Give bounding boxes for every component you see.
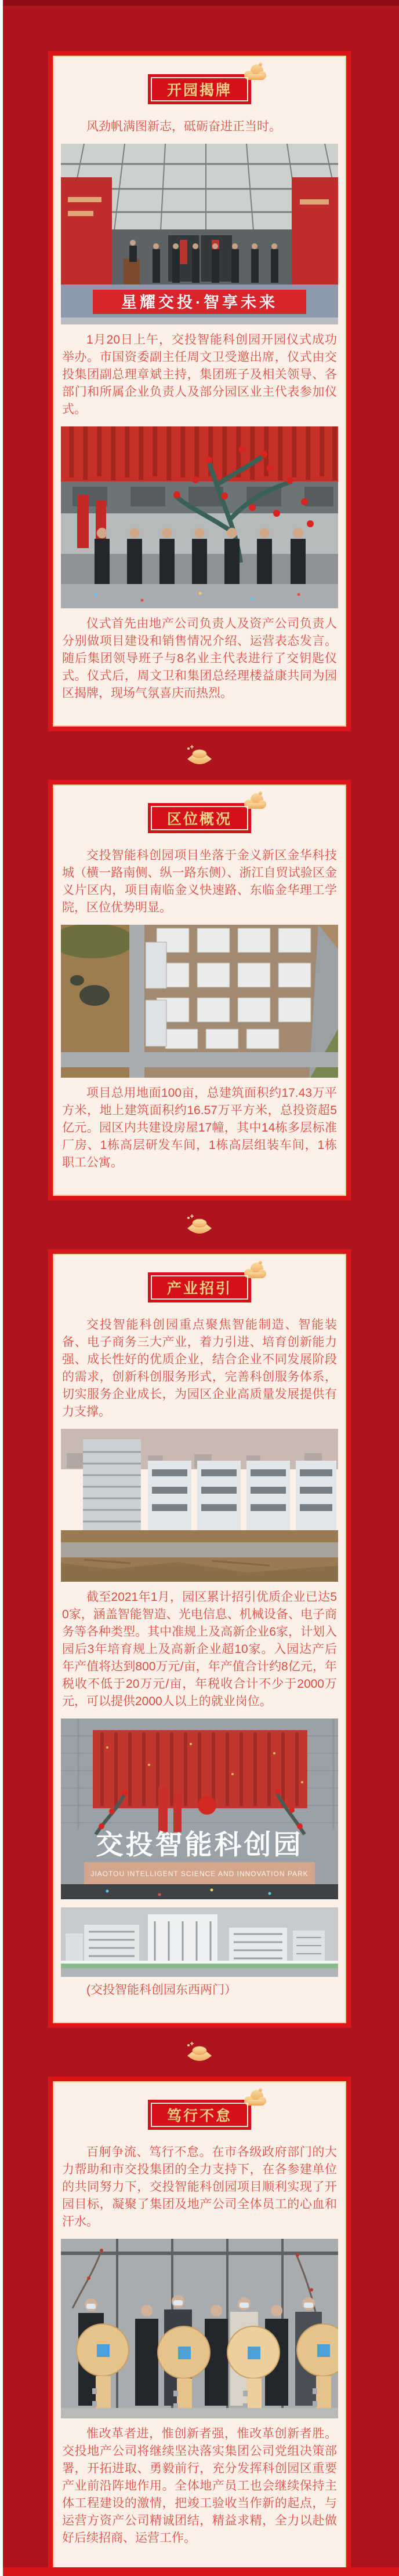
paragraph: 百舸争流、笃行不怠。在市各级政府部门的大力帮助和市交投集团的全力支持下，在各参建单位的共同努力下，交投智能科创园项目顺利实现了开园目标，凝聚了集团及地产公司全体员工的心血和汗水。 — [62, 2146, 337, 2228]
card-opening — [48, 51, 351, 731]
top-strip — [0, 0, 399, 6]
section-badge-outlook — [148, 2100, 251, 2130]
paragraph: 仪式首先由地产公司负责人及资产公司负责人分别做项目建设和销售情况介绍、运营表态发言。随后集团领导班子与8名业主代表进行了交钥匙仪式。仪式后，周文卫和集团总经理楼益康共同为园区揭牌，现场气氛喜庆而热烈。 — [62, 617, 337, 700]
gold-ingot-icon — [184, 744, 215, 767]
gold-ingot-icon — [184, 2041, 215, 2064]
badge-label: 开园揭牌 — [166, 82, 232, 98]
badge-label: 区位概况 — [166, 811, 232, 827]
paragraph: 项目总用地面100亩，总建筑面积约17.43万平方米，地上建筑面积约16.57万平方米，总投资超5亿元。园区内共建设房屋17幢，其中14栋多层标准厂房、1栋高层研发车间，1栋高层组装车间，1栋职工公寓。 — [62, 1086, 337, 1169]
footer-strip — [0, 2567, 399, 2576]
page-left-edge — [0, 0, 3, 2576]
photo-leaders-group[interactable] — [61, 426, 338, 608]
badge-label: 笃行不怠 — [166, 2108, 232, 2124]
paragraph: 交投智能科创园重点聚焦智能制造、智能装备、电子商务三大产业，着力引进、培育创新能力强、成长性好的优质企业，结合企业不同发展阶段的需求，创新科创服务形式，完善科创服务体系，切实服务企业成长，为园区企业高质量发展提供有力支撑。 — [62, 1318, 337, 1418]
card-location — [48, 780, 351, 1201]
gold-ingot-icon — [184, 1213, 215, 1236]
photo-park-gate-sign[interactable] — [61, 1718, 338, 1899]
intro-line: 风劲帆满图新志，砥砺奋进正当时。 — [86, 120, 281, 133]
paragraph: 惟改革者进，惟创新者强，惟改革创新者胜。交投地产公司将继续坚决落实集团公司党组决策部署，开拓进取、勇毅前行，充分发挥科创园区重要产业前沿阵地作用。全体地产员工也会继续保持主体工程建设的激情，把竣工验收当作新的起点，与运营方资产公司精诚团结，精益求精，全力以赴做好后续招商、运营工作。 — [62, 2427, 337, 2545]
section-gap — [0, 2028, 399, 2077]
paragraph: 截至2021年1月，园区累计招引优质企业已达50家，涵盖智能智造、光电信息、机械设备、电子商务等各种类型。其中准规上及高新企业6家，计划入园后3年培育规上及高新企业超10家。入园达产后年产值将达到800万元/亩，年产值合计约8亿元，年税收不低于20万元/亩，年税收合计不少于2000万元，可以提供2000人以上的就业岗位。 — [62, 1590, 337, 1708]
stage-banner-text: 星耀交投·智享未来 — [121, 294, 278, 311]
badge-frame — [151, 77, 248, 101]
photo-caption: (交投智能科创园东西两门） — [86, 1983, 237, 1997]
photo-aerial-side-view[interactable] — [61, 1429, 338, 1582]
park-sign-en-text: JIAOTOU INTELLIGENT SCIENCE AND INNOVATION PARK — [90, 1870, 309, 1878]
badge-frame — [151, 806, 248, 830]
section-gap — [0, 1201, 399, 1249]
card-industry — [48, 1249, 351, 2028]
paragraph: 1月20日上午，交投智能科创园开园仪式成功举办。市国资委副主任周文卫受邀出席，仪式由交投集团副总理章斌主持，集团班子及相关领导、各部门和所属企业负责人及部分园区业主代表参加仪式。 — [62, 333, 337, 416]
section-badge-opening — [148, 74, 251, 104]
card-outlook — [48, 2077, 351, 2576]
section-badge-industry — [148, 1272, 251, 1302]
badge-frame — [151, 1275, 248, 1300]
paragraph: 交投智能科创园项目坐落于金义新区金华科技城（横一路南侧、纵一路东侧）、浙江自贸试验区金义片区内，项目南临金义快速路、东临金华理工学院，区位优势明显。 — [62, 849, 337, 914]
photo-aerial-top-view[interactable] — [61, 925, 338, 1078]
park-sign-cn-text: 交投智能科创园 — [96, 1829, 303, 1860]
photo-opening-stage[interactable] — [61, 144, 338, 324]
section-gap — [0, 731, 399, 780]
photo-park-panorama[interactable] — [61, 1907, 338, 1977]
section-badge-location — [148, 803, 251, 833]
badge-label: 产业招引 — [166, 1280, 232, 1297]
photo-key-ceremony[interactable] — [61, 2239, 338, 2418]
badge-frame — [151, 2103, 248, 2127]
